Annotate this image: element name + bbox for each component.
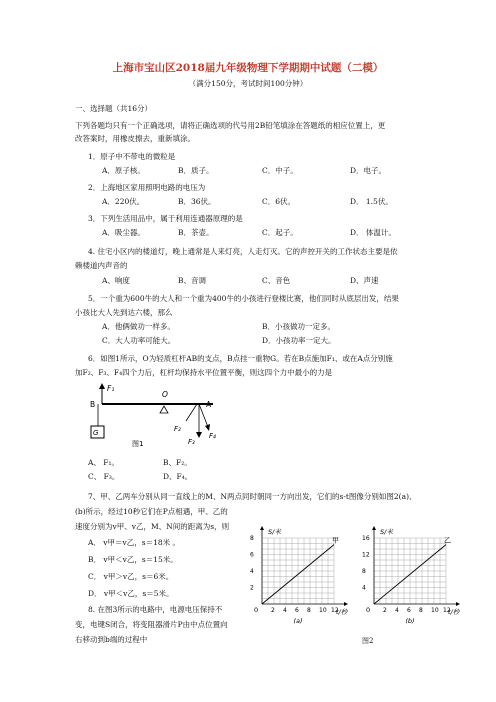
q7-option-b: B． v甲＜v乙，s＝15米。 bbox=[88, 555, 178, 564]
q7-line-1: 7、甲、乙两车分别从同一直线上的M、N两点同时朝同一方向出发，它们的s-t图像分别如图2(a)、 bbox=[88, 492, 417, 501]
q1-option-c: C．中子。 bbox=[262, 166, 298, 175]
document-title: 上海市宝山区2018届九年级物理下学期期中试题（二模） bbox=[112, 62, 384, 74]
origin-label: 0 bbox=[366, 606, 371, 614]
q1-stem: 1．原子中不带电的微粒是 bbox=[88, 152, 176, 161]
q7-option-d: D． v甲＜v乙，s＝5米。 bbox=[88, 589, 174, 598]
q7-line-3: 速度分别为v甲、v乙，M、N间的距离为s，则 bbox=[75, 522, 230, 531]
q3-option-d: D． 体温计。 bbox=[350, 228, 396, 237]
q4-option-c: C、音色 bbox=[262, 276, 291, 285]
q5-line-1: 5．一个重为600牛的大人和一个重为400牛的小孩进行登楼比赛，他们同时从底层出发，结果 bbox=[88, 294, 399, 303]
label-f3: F₃ bbox=[188, 438, 195, 446]
x-axis-arrowhead bbox=[344, 602, 348, 606]
y-tick-label: 8 bbox=[362, 568, 366, 575]
x-axis-arrowhead bbox=[456, 602, 460, 606]
x-axis-label: t/秒 bbox=[336, 608, 348, 616]
x-tick-label: 10 bbox=[319, 607, 327, 614]
label-o: O bbox=[162, 390, 168, 399]
q8-line-1: 8. 在图3所示的电路中，电源电压保持不 bbox=[88, 605, 223, 614]
x-tick-label: 6 bbox=[295, 607, 299, 614]
figure2-caption: 图2 bbox=[362, 637, 374, 645]
q3-option-b: B．茶壶。 bbox=[178, 228, 214, 237]
chart-a bbox=[248, 516, 366, 624]
instructions-line-1: 下列各题均只有一个正确选项，请将正确选项的代号用2B铅笔填涂在答题纸的相应位置上，更 bbox=[75, 121, 386, 130]
y-axis-arrowhead bbox=[372, 526, 376, 530]
q2-option-a: A．220伏。 bbox=[102, 197, 145, 206]
label-f4: F₄ bbox=[209, 432, 216, 440]
y-tick-label: 8 bbox=[250, 535, 254, 542]
q4-option-d: D、声速 bbox=[350, 276, 379, 285]
chart-caption: (b) bbox=[405, 617, 415, 624]
x-tick-label: 4 bbox=[283, 607, 287, 614]
q5-option-b: B．小孩做功一定多。 bbox=[262, 322, 336, 331]
q6-line-1: 6．如图1所示，O为轻质杠杆AB的支点，B点挂一重物G。若在B点施加F₁、或在A点分别施 bbox=[88, 354, 393, 363]
q8-line-2: 变，电键S闭合，将变阻器滑片P由中点位置向 bbox=[75, 620, 228, 629]
origin-label: 0 bbox=[254, 606, 259, 614]
y-tick-label: 16 bbox=[362, 535, 370, 542]
q6-line-2: 加F₂、F₃、F₄四个力后，杠杆均保持水平位置平衡，则这四个力中最小的力是 bbox=[75, 368, 333, 377]
y-tick-label: 4 bbox=[362, 584, 366, 592]
x-tick-label: 2 bbox=[271, 607, 275, 614]
document-subtitle: （满分150分，考试时间100分钟） bbox=[188, 79, 308, 88]
q5-option-d: D．小孩功率一定大。 bbox=[262, 336, 336, 345]
x-tick-label: 10 bbox=[431, 607, 439, 614]
q2-stem: 2．上海地区家用照明电路的电压为 bbox=[88, 183, 206, 192]
instructions-line-2: 改答案时，用橡皮擦去，重新填涂。 bbox=[75, 134, 195, 143]
y-tick-label: 4 bbox=[250, 568, 254, 575]
q8-line-3: 右移动到b端的过程中 bbox=[75, 635, 148, 644]
force-f2-arrow bbox=[186, 404, 197, 421]
force-f3-arrowhead bbox=[196, 432, 202, 438]
label-f2: F₂ bbox=[174, 425, 181, 433]
q4-line-1: 4. 住宅小区内的楼道灯，晚上通常是人来灯亮，人走灯灭。它的声控开关的工作状态主要是依 bbox=[88, 247, 398, 256]
q1-option-b: B．质子。 bbox=[178, 166, 214, 175]
q3-option-a: A．吸尘器。 bbox=[102, 228, 145, 237]
x-tick-label: 8 bbox=[307, 607, 311, 614]
x-tick-label: 2 bbox=[383, 607, 387, 614]
x-tick-label: 8 bbox=[419, 607, 423, 614]
label-f1: F₁ bbox=[107, 384, 115, 393]
q7-option-c: C． v甲＞v乙，s＝6米。 bbox=[88, 572, 174, 581]
y-axis-label: S/米 bbox=[380, 528, 393, 536]
q6-option-d: D、F₄。 bbox=[163, 472, 193, 481]
y-axis-label: S/米 bbox=[268, 528, 281, 536]
series-label: 甲 bbox=[332, 536, 339, 545]
label-b: B bbox=[90, 400, 96, 409]
y-axis-arrowhead bbox=[260, 526, 264, 530]
q1-option-d: D．电子。 bbox=[350, 166, 387, 175]
pivot-triangle bbox=[160, 406, 168, 413]
q5-line-2: 小孩比大人先到达六楼，那么 bbox=[75, 308, 173, 317]
q2-option-b: B．36伏。 bbox=[178, 197, 216, 206]
force-f4-arrowhead bbox=[205, 424, 210, 431]
q7-line-2: (b)所示，经过10秒它们在P点相遇，甲、乙的 bbox=[75, 507, 228, 516]
q4-line-2: 赖楼道内声音的 bbox=[75, 261, 128, 270]
figure1-caption: 图1 bbox=[132, 440, 144, 448]
q1-option-a: A．原子核。 bbox=[102, 166, 145, 175]
force-f1-arrowhead bbox=[99, 383, 105, 389]
q4-option-a: A、响度 bbox=[102, 276, 130, 285]
x-tick-label: 4 bbox=[395, 607, 399, 614]
q3-stem: 3．下列生活用品中，属于利用连通器原理的是 bbox=[88, 214, 243, 223]
chart-caption: (a) bbox=[293, 617, 303, 624]
label-a: A bbox=[206, 400, 212, 409]
q3-option-c: C．起子。 bbox=[262, 228, 298, 237]
q5-option-a: A．他俩做功一样多。 bbox=[102, 322, 175, 331]
section-heading: 一、选择题（共16分） bbox=[75, 104, 153, 113]
x-axis-label: t/秒 bbox=[448, 608, 460, 616]
lever-figure bbox=[88, 380, 238, 456]
q6-option-a: A、 F₁。 bbox=[88, 458, 120, 467]
y-tick-label: 6 bbox=[250, 551, 254, 559]
series-label: 乙 bbox=[444, 536, 451, 545]
q7-option-a: A． v甲＝v乙，s＝18米 。 bbox=[88, 538, 181, 547]
y-tick-label: 2 bbox=[250, 584, 254, 592]
chart-b bbox=[360, 516, 480, 624]
q2-option-c: C．6伏。 bbox=[262, 197, 296, 206]
q6-option-b: B、F₂。 bbox=[163, 458, 192, 467]
y-tick-label: 12 bbox=[362, 551, 370, 559]
q4-option-b: B、音调 bbox=[178, 276, 207, 285]
q6-option-c: C、 F₃。 bbox=[88, 472, 120, 481]
q2-option-d: D． 1.5伏。 bbox=[350, 197, 393, 206]
q5-option-c: C．大人功率可能大。 bbox=[102, 336, 176, 345]
x-tick-label: 6 bbox=[407, 607, 411, 614]
label-g: G bbox=[93, 429, 99, 437]
x-tick-label: 12 bbox=[331, 607, 339, 614]
x-tick-label: 12 bbox=[443, 607, 451, 614]
